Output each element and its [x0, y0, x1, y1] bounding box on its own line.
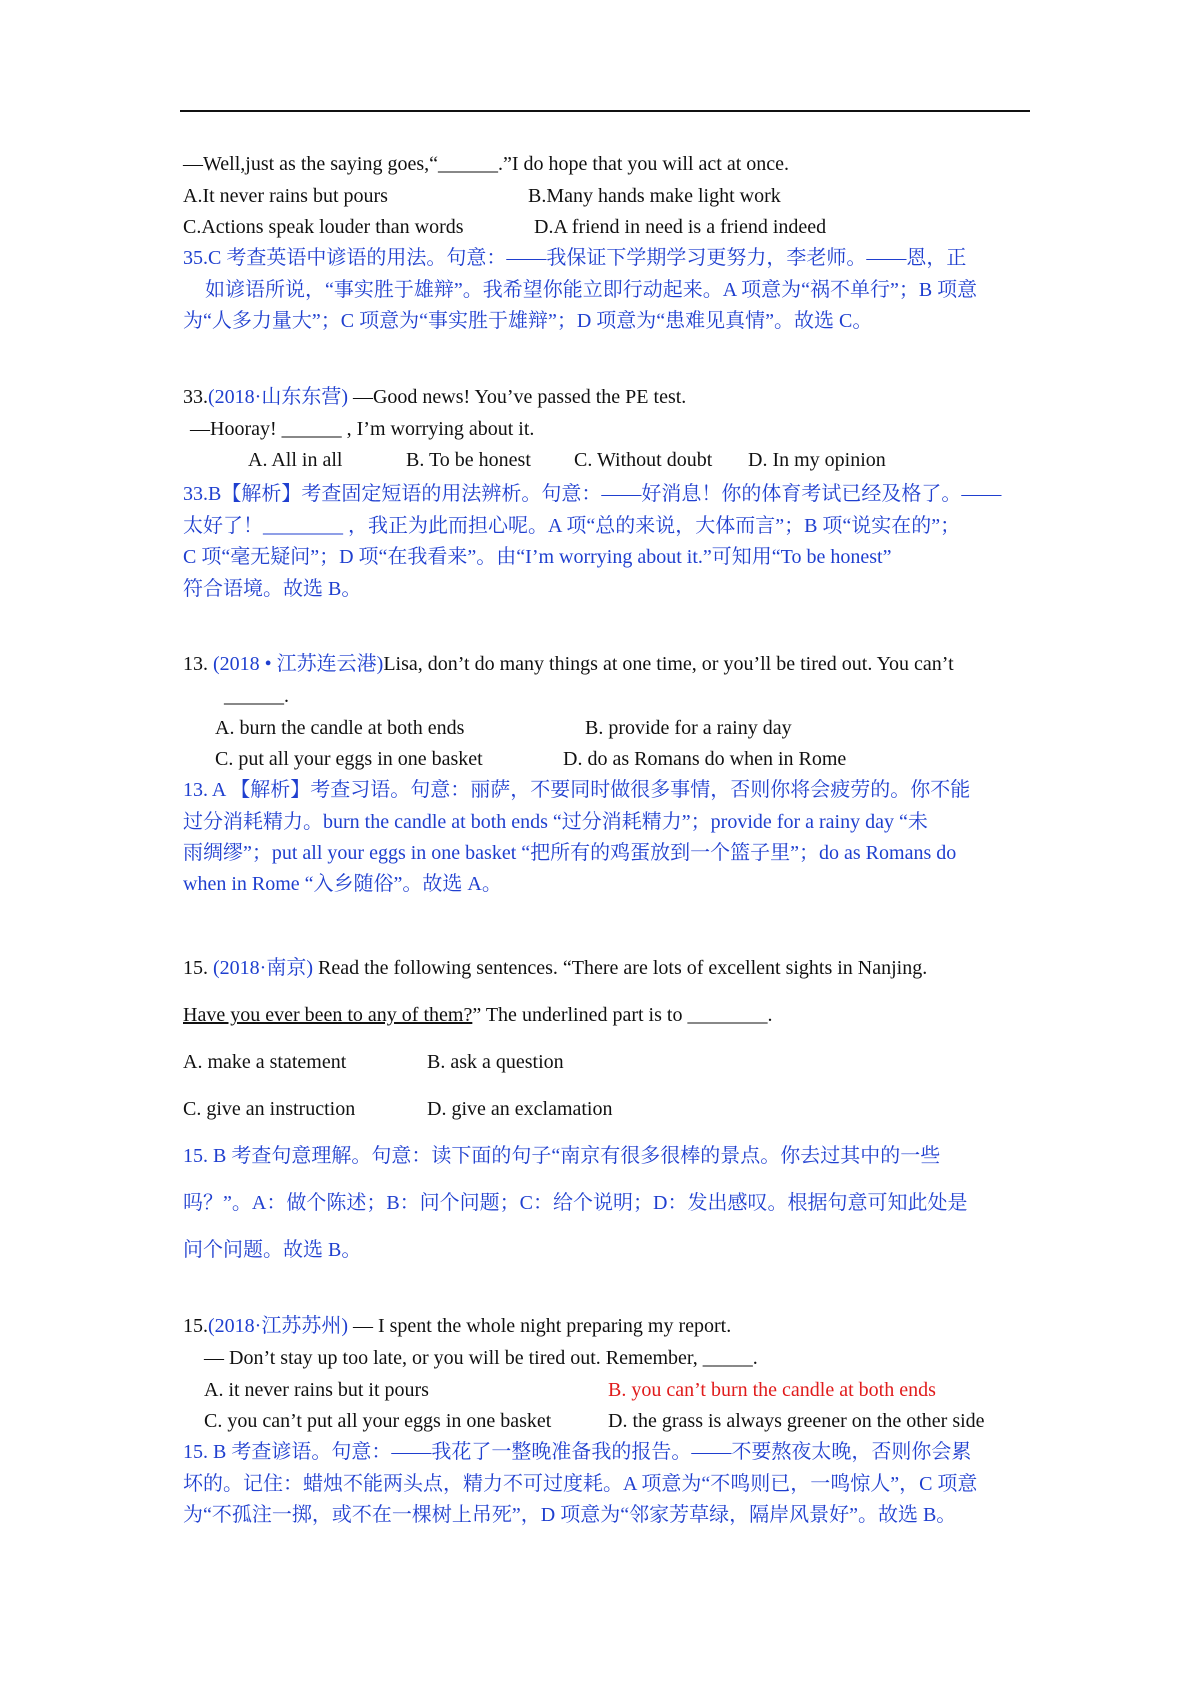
- q35-answer-line3: 为“人多力量大”；C 项意为“事实胜于雄辩”；D 项意为“患难见真情”。故选 C。: [183, 310, 873, 332]
- q35-option-d: D.A friend in need is a friend indeed: [534, 216, 827, 238]
- q35-answer-line1: 35.C 考查英语中谚语的用法。句意：——我保证下学期学习更努力，李老师。——恩，正: [183, 247, 967, 269]
- q13-option-c: C. put all your eggs in one basket: [215, 748, 483, 770]
- q33-answer-line4: 符合语境。故选 B。: [183, 578, 362, 600]
- q13-source: (2018 • 江苏连云港): [213, 653, 384, 675]
- q15a-number: 15.: [183, 957, 213, 979]
- q13-stem-text: Lisa, don’t do many things at one time, or you’ll be tired out. You can’t: [383, 653, 954, 675]
- q33-line2: —Hooray! ______ , I’m worrying about it.: [190, 418, 535, 440]
- q33-source: (2018·山东东营): [208, 386, 348, 408]
- q33-number: 33.: [183, 386, 208, 408]
- q15a-option-b: B. ask a question: [427, 1051, 564, 1073]
- q15a-answer-line2: 吗？”。A：做个陈述；B：问个问题；C：给个说明；D：发出感叹。根据句意可知此处是: [183, 1192, 968, 1214]
- q15b-line2: — Don’t stay up too late, or you will be tired out. Remember, _____.: [204, 1347, 758, 1369]
- q13-answer-line2: 过分消耗精力。burn the candle at both ends “过分消耗精力”；provide for a rainy day “未: [183, 811, 928, 833]
- q15a-answer-line1: 15. B 考查句意理解。句意：读下面的句子“南京有很多很棒的景点。你去过其中的一些: [183, 1145, 941, 1167]
- q15a-option-a: A. make a statement: [183, 1051, 347, 1073]
- q35-option-c: C.Actions speak louder than words: [183, 216, 464, 238]
- q13-number: 13.: [183, 653, 213, 675]
- q13-answer-line1: 13. A 【解析】考查习语。句意：丽萨，不要同时做很多事情，否则你将会疲劳的。你不能: [183, 779, 971, 801]
- q15a-stem-text: Read the following sentences. “There are lots of excellent sights in Nanjing.: [312, 957, 928, 979]
- q33-stem: [183, 385, 686, 409]
- q33-option-d: D. In my opinion: [748, 449, 886, 471]
- q13-stem: [183, 652, 954, 676]
- q33-answer-line3: C 项“毫无疑问”；D 项“在我看来”。由“I’m worrying about it.”可知用“To be honest”: [183, 546, 892, 568]
- q15b-answer-line2: 坏的。记住：蜡烛不能两头点，精力不可过度耗。A 项意为“不鸣则已，一鸣惊人”，C 项意: [183, 1473, 978, 1495]
- q15a-answer-line3: 问个问题。故选 B。: [183, 1239, 362, 1261]
- q33-option-b: B. To be honest: [406, 449, 531, 471]
- q13-option-b: B. provide for a rainy day: [585, 717, 792, 739]
- q33-option-a: A. All in all: [248, 449, 343, 471]
- q15b-source: (2018·江苏苏州): [208, 1315, 348, 1337]
- q15b-answer-line1: 15. B 考查谚语。句意：——我花了一整晚准备我的报告。——不要熬夜太晚，否则你会累: [183, 1441, 972, 1463]
- q15b-option-b: B. you can’t burn the candle at both ends: [608, 1379, 936, 1401]
- q15a-option-c: C. give an instruction: [183, 1098, 356, 1120]
- q35-option-a: A.It never rains but pours: [183, 185, 388, 207]
- q33-answer-line1: 33.B【解析】考查固定短语的用法辨析。句意：——好消息！你的体育考试已经及格了。——: [183, 483, 1002, 505]
- q15a-stem-end: ” The underlined part is to ________.: [472, 1004, 773, 1026]
- q13-answer-line3: 雨绸缪”；put all your eggs in one basket “把所有的鸡蛋放到一个篮子里”；do as Romans do: [183, 842, 957, 864]
- q13-option-d: D. do as Romans do when in Rome: [563, 748, 847, 770]
- q35-option-b: B.Many hands make light work: [528, 185, 781, 207]
- q15b-option-d: D. the grass is always greener on the other side: [608, 1410, 985, 1432]
- header-rule: [180, 110, 1030, 112]
- q15a-underlined-part: Have you ever been to any of them?: [183, 1004, 473, 1026]
- q15b-answer-line3: 为“不孤注一掷，或不在一棵树上吊死”，D 项意为“邻家芳草绿，隔岸风景好”。故选 B。: [183, 1504, 957, 1526]
- q15b-option-a: A. it never rains but it pours: [204, 1379, 429, 1401]
- q13-option-a: A. burn the candle at both ends: [215, 717, 465, 739]
- q13-answer-line4: when in Rome “入乡随俗”。故选 A。: [183, 873, 502, 895]
- q13-blank: ______.: [224, 685, 289, 707]
- q15b-stem-text: — I spent the whole night preparing my report.: [347, 1315, 732, 1337]
- q33-option-c: C. Without doubt: [574, 449, 713, 471]
- q15b-number: 15.: [183, 1315, 208, 1337]
- q33-stem-text: —Good news! You’ve passed the PE test.: [347, 386, 687, 408]
- q15a-option-d: D. give an exclamation: [427, 1098, 613, 1120]
- q35-answer-line2: 如谚语所说，“事实胜于雄辩”。我希望你能立即行动起来。A 项意为“祸不单行”；B 项意: [205, 279, 978, 301]
- q35-stem: —Well,just as the saying goes,“______.”I do hope that you will act at once.: [183, 153, 790, 175]
- q15b-stem: [183, 1314, 731, 1338]
- q15a-stem-line2: [183, 1003, 772, 1027]
- q15a-stem: [183, 956, 927, 980]
- q33-answer-line2: 太好了！________ ，我正为此而担心呢。A 项“总的来说，大体而言”；B 项“说实在的”；: [183, 515, 961, 537]
- q15b-option-c: C. you can’t put all your eggs in one basket: [204, 1410, 552, 1432]
- q15a-source: (2018·南京): [213, 957, 313, 979]
